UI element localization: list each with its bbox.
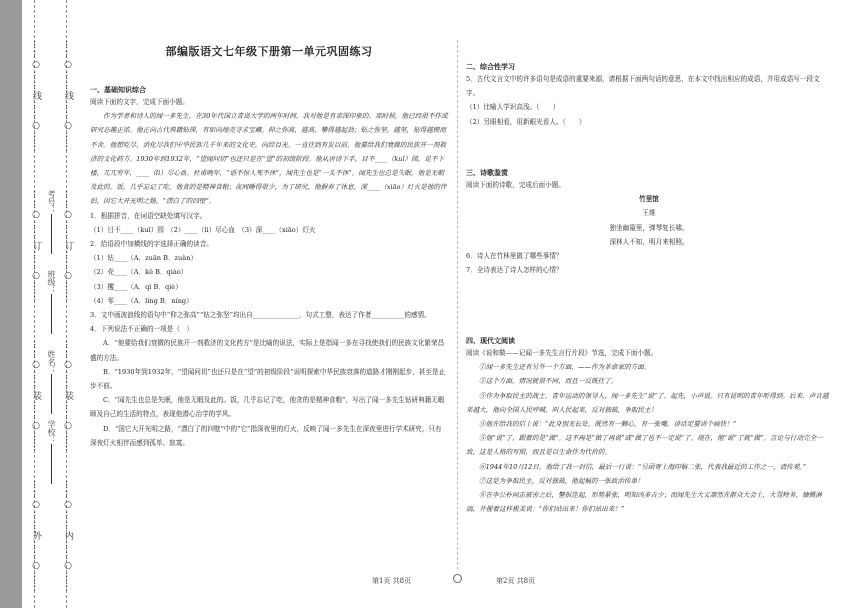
section-3-intro: 阅读下面的诗歌，完成后面小题。 bbox=[466, 181, 565, 189]
para-1: ①闻一多先生还有另外一个方面，——作为革命家的方面。 bbox=[479, 363, 651, 372]
question-5-item-1: （1）比喻人学识高浅。（ ） bbox=[466, 103, 560, 112]
outer-label-ding: ……○……订……○…… bbox=[31, 190, 41, 302]
question-2-item-3: （3）攫____（A．qì B．qiè） bbox=[90, 282, 182, 291]
question-4-option-b: B．“1930年到1932年，“望闻问切”也还只是在“望”的初级阶段”说明探索中华民族衰落的道路才刚刚起步，甚至是止步不前。 bbox=[90, 367, 446, 391]
field-xingming[interactable] bbox=[46, 350, 57, 414]
field-kaohao[interactable] bbox=[46, 190, 57, 254]
para-8: ⑧在李公朴同志被害之后，警报连起，形势紧张，明知凶多吉少；而闻先生大义凛然在群众大会上，大骂特务，慷慨淋漓，并握着这样极美说：“你们站出来！你们站出来！” bbox=[466, 491, 822, 514]
page-number-left: 第1页 共8页 bbox=[372, 577, 412, 585]
inner-label-ding: ……○……订……○…… bbox=[63, 190, 73, 302]
page-number-right: 第2页 共8页 bbox=[496, 577, 536, 585]
field-kaohao-label: 考号： bbox=[47, 190, 56, 214]
page-center-mark bbox=[453, 574, 462, 583]
section-3-heading: 三、诗歌鉴赏 bbox=[466, 168, 508, 177]
question-4-option-d: D．“国它大开光明之路，“漂白了的四壁”中的“它”指深夜里的灯火，反映了闻一多先生在深夜里进行学术研究，只有深夜灯火相伴而感到孤单、寂寞。 bbox=[90, 424, 442, 447]
section-2-heading: 二、综合性学习 bbox=[466, 62, 515, 71]
question-4-option-c: C．“闻先生也总是失眠，他是无暇及此的。饭，几乎忘记了吃，他贪的是精神食粮”，写出了闻一多先生钻研典籍无暇顾及自己的生活的特点，表现他潜心治学的学风。 bbox=[90, 396, 445, 419]
passage-text: 作为学者和诗人的闻一多先生，在30年代国立青岛大学的两年时间，我对他是有亲深印象的。那时候，他已经很不作或研究态趣正浓。他正向古代典籍钻探，有如向地壳寻求宝藏。仰之弥高，越高，攀得越起劲；钻之弥坚，越坚，钻得越锲而不舍。他想吃尽，消化尽我们中华民族几千年来的文化史，向综目光。一直往到有发以前，他要给我们衰微的民族开一剂救济的文化药方。1930年到1932年，“望闻问切”也还只是在“望”的初级阶段。他从唐诗下手，目不____（kuī）园，足不下楼，兀兀穷年，____（lì）尽心血。杜甫晚年，“语不惊人死不休”，闻先生也是“一头不休”。闻先生也总是失眠，他是无暇及此的。饭，几乎忘记了吃，他贪的是精神食粮；夜间睡得很少，为了研究，他摒弃了休息。深____（xiāo）灯火是他的伴侣，因它大开光明之路，“漂白了的四壁”。 bbox=[90, 112, 448, 206]
inner-label-nei: ……○……内……○…… bbox=[63, 480, 73, 592]
para-6: ⑥1944年10月12日，他给了我一封信，最后一行说：“另函寄上海印稿二张，代表我最近的工作之一，请传观。” bbox=[479, 462, 807, 471]
question-5-item-2: （2）另眼相看，用新眼光看人。（ ） bbox=[466, 117, 586, 126]
question-2-item-2: （2）壳____（A．kě B．qiào） bbox=[90, 268, 188, 277]
para-5: ⑤他“说”了，跟着的是“做”。这不再是“做了再说”或“做了也不一定说”了。现在，他“说”了就“做”。言论与行动完全一致，这是人格的写照，而且是以生命作为代价的。 bbox=[466, 434, 823, 457]
poem-line-2: 深林人不知，明月来相照。 bbox=[609, 237, 689, 246]
field-banji-label: 班级： bbox=[47, 270, 56, 294]
question-2-item-1: （1）钻____（A．zuān B．zuàn） bbox=[90, 254, 198, 263]
field-banji[interactable] bbox=[46, 270, 57, 334]
question-4-option-a: A．“他要给我们衰微的民族开一剂救济的文化药方”是比喻的说法，实际上是指闻一多在寻找使我们的民族文化繁荣昌盛的方法。 bbox=[90, 339, 445, 362]
question-3: 3．文中画波浪线的语句中“仰之弥高”“钻之弥坚”均出自______________，句式工整，表达了作者__________的感情。 bbox=[90, 311, 431, 320]
outer-label-zhuang: ……○……装……○…… bbox=[31, 340, 41, 452]
question-7: 7．全诗表达了诗人怎样的心情？ bbox=[466, 266, 563, 275]
question-6: 6．诗人在竹林里做了哪些事情？ bbox=[466, 252, 563, 261]
poem-line-1: 独坐幽篁里，弹琴复长啸。 bbox=[609, 223, 689, 232]
question-4: 4．下列说法不正确的一项是（ ） bbox=[90, 325, 194, 334]
outer-label-line: ……○……线……○…… bbox=[31, 40, 41, 152]
section-1-intro: 阅读下面的文字，完成下面小题。 bbox=[90, 98, 189, 106]
question-1: 1．根据拼音，在词语空缺处填写汉字。 bbox=[90, 211, 207, 220]
question-5: 5．古代文言文中的许多语句是成语的重要来源，请根据下面两句话的意思，在本文中找出相应的成语，并用成语写一段文字。 bbox=[466, 75, 820, 98]
binding-margin-outer bbox=[0, 0, 22, 608]
inner-label-zhuang: ……○……装……○…… bbox=[63, 340, 73, 452]
para-3: ③作为争取民主的战士，青年运动的领导人，闻一多先生“说”了。起先，小声说。只有昆明的青年听得到。后来，声音越来越大，他向全国人民呼喊，叫人民起来，反对独裁，争取民主！ bbox=[466, 391, 829, 414]
poem-title: 竹里馆 bbox=[639, 195, 659, 204]
field-xingming-label: 姓名： bbox=[47, 350, 56, 374]
section-1-heading: 一、基础知识综合 bbox=[90, 85, 146, 94]
page-title: 部编版语文七年级下册第一单元巩固练习 bbox=[165, 45, 373, 58]
field-xuexiao-label: 学校： bbox=[47, 420, 56, 444]
question-2-item-4: （4）零____（A．líng B．níng） bbox=[90, 296, 193, 305]
field-xuexiao[interactable] bbox=[46, 420, 57, 484]
poem-author: 王维 bbox=[642, 209, 656, 218]
column-divider bbox=[457, 40, 458, 570]
para-2: ②这个方面，情况就很不同，而且一反既往了。 bbox=[479, 377, 618, 386]
section-4-heading: 四、现代文阅读 bbox=[466, 336, 515, 345]
section-4-intro: 阅读《说和做——记闻一多先生言行片段》节选，完成下面小题。 bbox=[466, 349, 658, 357]
para-4: ④他在给我的信上说：“此身别无长处，既然有一颗心，有一张嘴，讲话定要讲个痛快！” bbox=[479, 420, 737, 429]
question-1-items: （1）目不____（kuī）园 （2）____（lì）尽心血 （3）深____（xiāo）灯火 bbox=[90, 225, 316, 234]
para-7: ⑦这是为争取民主，反对独裁，他起稿的一张政治传单！ bbox=[479, 476, 644, 485]
question-2: 2．给语段中加横线的字选择正确的读音。 bbox=[90, 240, 213, 249]
outer-label-wai: ……○……外……○…… bbox=[31, 480, 41, 592]
inner-label-line: ……○……线……○…… bbox=[63, 40, 73, 152]
